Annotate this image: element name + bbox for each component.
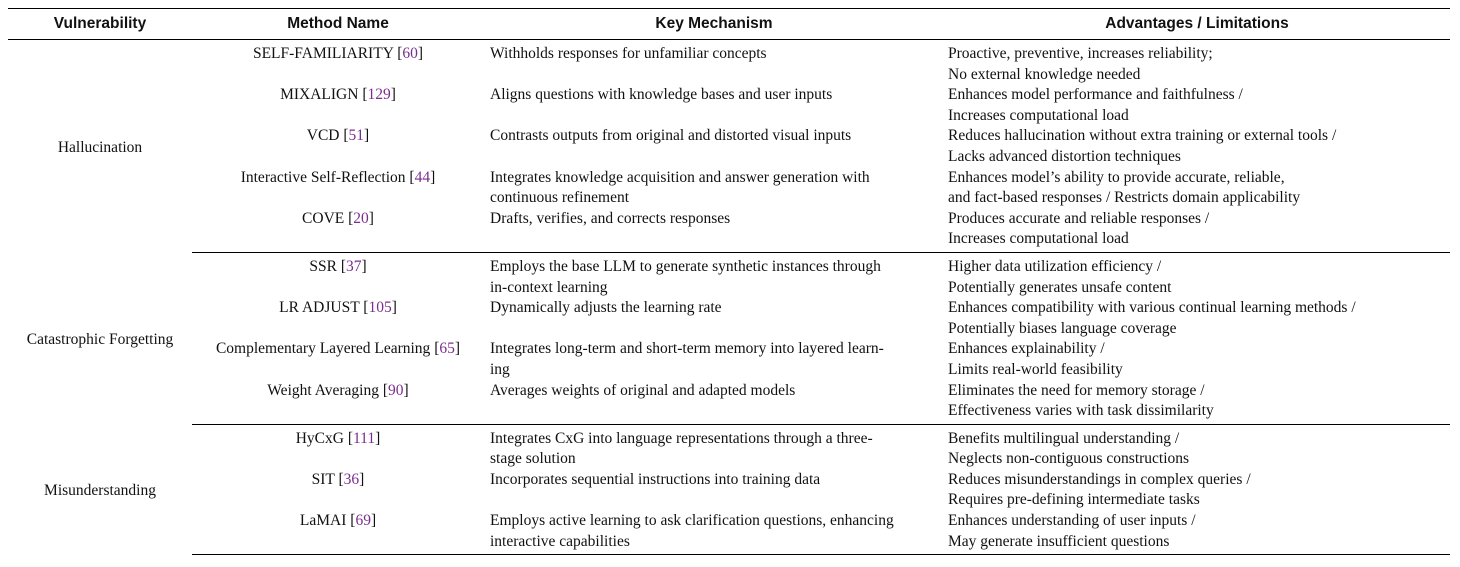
key-mechanism-cell [484, 424, 944, 470]
advantage-line: Enhances model’s ability to provide accurate, reliable, [948, 168, 1285, 186]
citation-link[interactable]: 69 [355, 512, 371, 530]
method-name-cell: SIT [36] [311, 470, 365, 488]
vulnerability-methods-table [8, 8, 1450, 555]
table-row [8, 85, 1450, 126]
advantage-line: Eliminates the need for memory storage / [948, 381, 1205, 399]
mechanism-line: Drafts, verifies, and corrects responses [490, 209, 731, 227]
method-name: HyCxG [295, 429, 344, 447]
mechanism-line: ing [490, 360, 510, 378]
advantage-line: Enhances understanding of user inputs / [948, 512, 1196, 530]
citation-link[interactable]: 44 [414, 168, 431, 186]
mechanism-line: Withholds responses for unfamiliar concepts [490, 45, 767, 62]
vulnerability-cell: Hallucination [57, 138, 143, 156]
header-vulnerability: Vulnerability [8, 9, 192, 40]
advantages-limitations-cell [944, 424, 1450, 470]
key-mechanism-cell [484, 339, 944, 380]
advantages-limitations-cell [944, 168, 1450, 209]
mechanism-line: in-context learning [490, 278, 608, 296]
header-row [8, 9, 1450, 40]
method-name: LR ADJUST [279, 299, 360, 317]
advantage-line: and fact-based responses / Restricts domain applicability [948, 189, 1301, 207]
method-name: SIT [311, 470, 335, 488]
advantages-limitations-cell [944, 252, 1450, 298]
mechanism-line: stage solution [490, 450, 576, 468]
method-name-cell: Interactive Self-Reflection [44] [240, 168, 436, 186]
method-name: SELF-FAMILIARITY [252, 45, 394, 62]
mechanism-line: Integrates CxG into language representations through a three- [490, 429, 873, 447]
vulnerability-cell: Catastrophic Forgetting [26, 331, 174, 349]
advantage-line: Benefits multilingual understanding / [948, 429, 1180, 447]
advantages-limitations-cell [944, 298, 1450, 339]
method-name: Interactive Self-Reflection [240, 168, 406, 186]
table-row [8, 339, 1450, 380]
table-row [8, 209, 1450, 253]
advantages-limitations-cell [944, 470, 1450, 511]
mechanism-line: Contrasts outputs from original and distorted visual inputs [490, 127, 852, 145]
method-name-cell: Weight Averaging [90] [192, 381, 484, 425]
advantages-limitations-cell [944, 511, 1450, 555]
table-row [8, 168, 1450, 209]
header-advantages-limitations: Advantages / Limitations [944, 9, 1450, 40]
citation-link[interactable]: 60 [402, 45, 418, 62]
method-name-cell: LR ADJUST [105] [279, 299, 397, 317]
key-mechanism-cell [484, 85, 944, 126]
method-name-cell: VCD [51] [306, 127, 370, 145]
advantage-line: Produces accurate and reliable responses / [948, 209, 1210, 227]
advantage-line: Enhances explainability / [948, 340, 1105, 358]
advantage-line: Increases computational load [948, 230, 1129, 248]
method-name: SSR [309, 257, 337, 275]
advantages-limitations-cell [944, 126, 1450, 167]
advantages-limitations-cell [944, 381, 1450, 425]
key-mechanism-cell [484, 470, 944, 511]
table-row [8, 252, 1450, 298]
method-name-cell: MIXALIGN [129] [280, 86, 396, 104]
citation-link[interactable]: 20 [353, 209, 369, 227]
citation-link[interactable]: 37 [345, 257, 362, 275]
citation-link[interactable]: 105 [368, 299, 392, 317]
advantage-line: Effectiveness varies with task dissimilarity [948, 402, 1214, 420]
mechanism-line: Aligns questions with knowledge bases and user inputs [490, 86, 833, 104]
key-mechanism-cell [484, 40, 944, 86]
method-name: Weight Averaging [267, 381, 379, 399]
key-mechanism-cell [484, 126, 944, 167]
table-row [8, 470, 1450, 511]
key-mechanism-cell [484, 298, 944, 339]
header-method-name: Method Name [192, 9, 484, 40]
advantages-limitations-cell [944, 85, 1450, 126]
key-mechanism-cell [484, 168, 944, 209]
method-name-cell: COVE [20] [192, 209, 484, 253]
advantage-line: Requires pre-defining intermediate tasks [948, 491, 1200, 509]
advantage-line: No external knowledge needed [948, 65, 1141, 83]
advantage-line: Reduces misunderstandings in complex queries / [948, 470, 1251, 488]
method-name: Complementary Layered Learning [215, 340, 431, 358]
table-row [8, 511, 1450, 555]
mechanism-line: Integrates knowledge acquisition and answer generation with [490, 168, 870, 186]
advantage-line: Enhances model performance and faithfulness / [948, 86, 1243, 104]
citation-link[interactable]: 51 [348, 127, 365, 145]
citation-link[interactable]: 90 [388, 381, 404, 399]
method-name-cell: HyCxG [111] [295, 429, 381, 447]
table-row [8, 298, 1450, 339]
method-name: VCD [306, 127, 340, 145]
advantage-line: Increases computational load [948, 106, 1129, 124]
method-name-cell: LaMAI [69] [192, 511, 484, 555]
mechanism-line: interactive capabilities [490, 532, 630, 550]
advantage-line: Limits real-world feasibility [948, 360, 1123, 378]
advantages-limitations-cell [944, 40, 1450, 86]
advantage-line: May generate insufficient questions [948, 532, 1170, 550]
citation-link[interactable]: 129 [367, 86, 391, 104]
mechanism-line: continuous refinement [490, 189, 630, 207]
advantage-line: Potentially biases language coverage [948, 319, 1177, 337]
advantages-limitations-cell [944, 339, 1450, 380]
key-mechanism-cell [484, 209, 944, 253]
mechanism-line: Employs active learning to ask clarification questions, enhancing [490, 512, 894, 530]
method-name-cell: Complementary Layered Learning [65] [215, 340, 461, 358]
advantages-limitations-cell [944, 209, 1450, 253]
key-mechanism-cell [484, 381, 944, 425]
citation-link[interactable]: 65 [439, 340, 455, 358]
mechanism-line: Employs the base LLM to generate synthetic instances through [490, 257, 881, 275]
table-row [8, 40, 1450, 86]
advantage-line: Enhances compatibility with various continual learning methods / [948, 299, 1356, 317]
key-mechanism-cell [484, 252, 944, 298]
table-row [8, 126, 1450, 167]
advantage-line: Reduces hallucination without extra training or external tools / [948, 127, 1337, 145]
mechanism-line: Incorporates sequential instructions into training data [490, 470, 821, 488]
mechanism-line: Dynamically adjusts the learning rate [490, 299, 722, 317]
method-name: COVE [302, 209, 345, 227]
advantage-line: Lacks advanced distortion techniques [948, 147, 1181, 165]
header-key-mechanism: Key Mechanism [484, 9, 944, 40]
advantage-line: Higher data utilization efficiency / [948, 257, 1162, 275]
citation-link[interactable]: 36 [343, 470, 360, 488]
method-name: MIXALIGN [280, 86, 359, 104]
method-name: LaMAI [299, 512, 347, 530]
advantage-line: Potentially generates unsafe content [948, 278, 1172, 296]
key-mechanism-cell [484, 511, 944, 555]
mechanism-line: Integrates long-term and short-term memory into layered learn- [490, 340, 884, 358]
vulnerability-cell: Misunderstanding [44, 482, 156, 500]
table-body [8, 40, 1450, 555]
table-row [8, 381, 1450, 425]
mechanism-line: Averages weights of original and adapted models [490, 381, 796, 399]
advantage-line: Proactive, preventive, increases reliability; [948, 45, 1213, 62]
method-name-cell: SSR [37] [309, 257, 367, 275]
table-row [8, 424, 1450, 470]
citation-link[interactable]: 111 [353, 429, 376, 447]
advantage-line: Neglects non-contiguous constructions [948, 450, 1190, 468]
method-name-cell: SELF-FAMILIARITY [60] [252, 45, 424, 62]
